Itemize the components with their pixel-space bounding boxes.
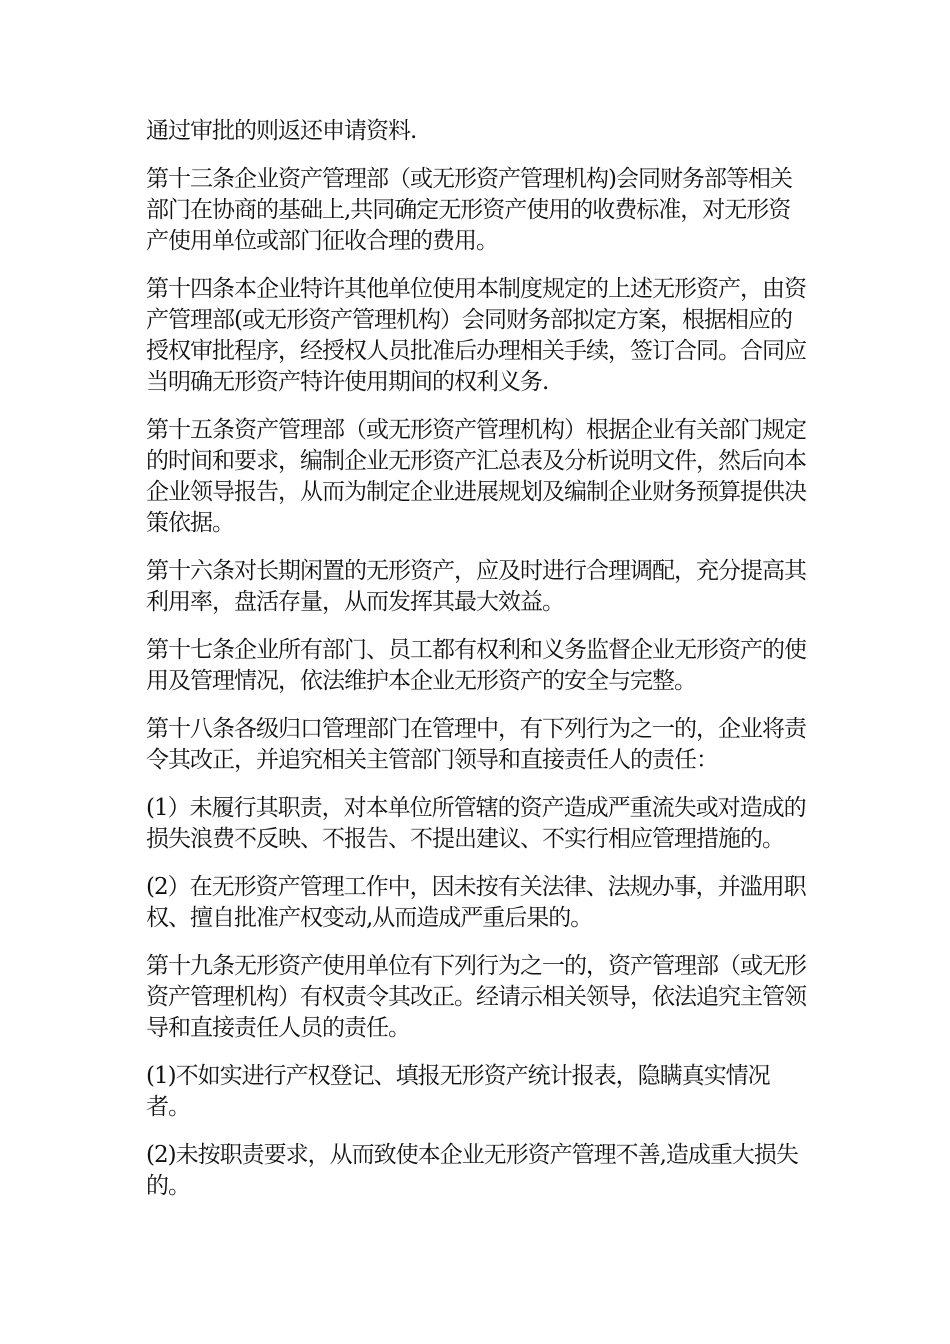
paragraph-1: 通过审批的则返还申请资料.	[146, 118, 417, 144]
paragraph-4: 第十五条资产管理部（或无形资产管理机构）根据企业有关部门规定的时间和要求，编制企业无形资产汇总表及分析说明文件，然后向本企业领导报告，从而为制定企业进展规划及编制企业财务预算提供决策依据。	[146, 417, 806, 536]
paragraph-12: (2)未按职责要求，从而致使本企业无形资产管理不善,造成重大损失的。	[146, 1142, 798, 1199]
paragraph-11: (1)不如实进行产权登记、填报无形资产统计报表，隐瞒真实情况者。	[146, 1063, 770, 1120]
paragraph-2: 第十三条企业资产管理部（或无形资产管理机构)会同财务部等相关部门在协商的基础上,共同确定无形资产使用的收费标准，对无形资产使用单位或部门征收合理的费用。	[146, 166, 792, 254]
paragraph-8: (1）未履行其职责，对本单位所管辖的资产造成严重流失或对造成的损失浪费不反映、不报告、不提出建议、不实行相应管理措施的。	[146, 795, 806, 852]
paragraph-3: 第十四条本企业特许其他单位使用本制度规定的上述无形资产，由资产管理部(或无形资产管理机构）会同财务部拟定方案，根据相应的授权审批程序，经授权人员批准后办理相关手续，签订合同。合同应当明确无形资产特许使用期间的权利义务.	[146, 276, 806, 395]
paragraph-7: 第十八条各级归口管理部门在管理中，有下列行为之一的，企业将责令其改正，并追究相关主管部门领导和直接责任人的责任：	[146, 716, 806, 773]
paragraph-9: (2）在无形资产管理工作中，因未按有关法律、法规办事，并滥用职权、擅自批准产权变动,从而造成严重后果的。	[146, 874, 806, 931]
paragraph-10: 第十九条无形资产使用单位有下列行为之一的，资产管理部（或无形资产管理机构）有权责令其改正。经请示相关领导，依法追究主管领导和直接责任人员的责任。	[146, 953, 806, 1041]
paragraph-5: 第十六条对长期闲置的无形资产，应及时进行合理调配，充分提高其利用率，盘活存量，从而发挥其最大效益。	[146, 558, 806, 615]
document-body	[146, 116, 806, 1219]
paragraph-6: 第十七条企业所有部门、员工都有权利和义务监督企业无形资产的使用及管理情况，依法维护本企业无形资产的安全与完整。	[146, 637, 806, 694]
